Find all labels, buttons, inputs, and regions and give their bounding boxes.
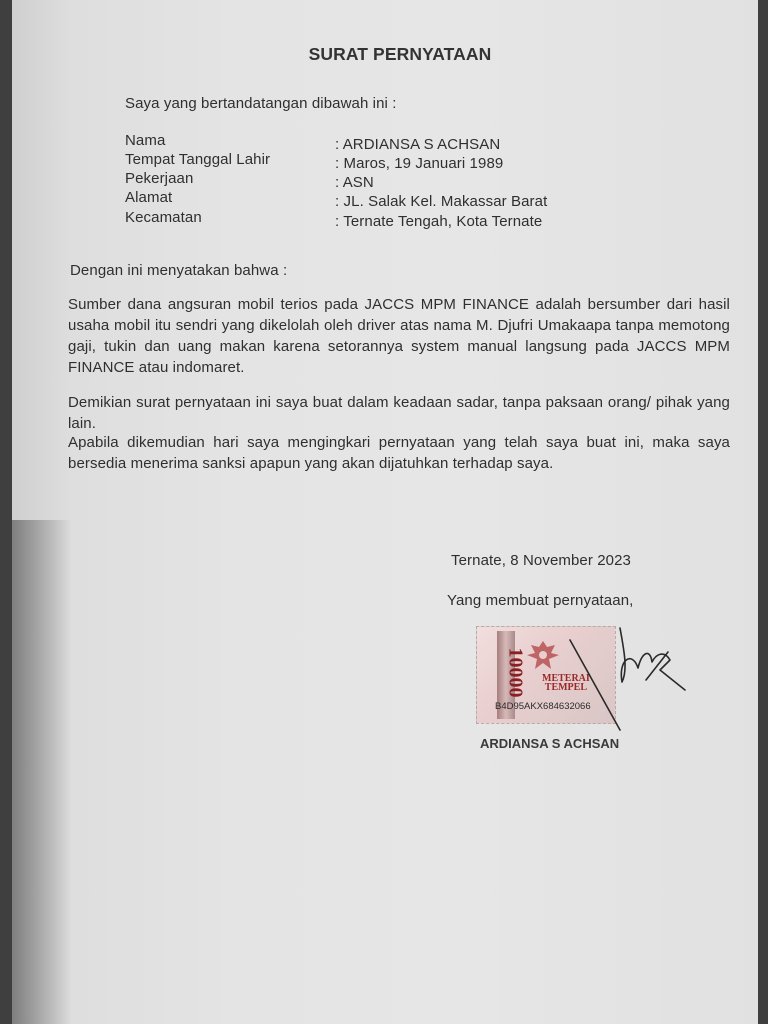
signer-name: ARDIANSA S ACHSAN [480, 736, 620, 751]
place-date: Ternate, 8 November 2023 [451, 552, 632, 569]
statement-body: Sumber dana angsuran mobil terios pada JACCS MPM FINANCE adalah bersumber dari hasil usaha mobil itu sendri yang dikelolah oleh driver atas nama M. Djufri Umakaapa tanpa memotong gaji, tukin dan uang makan karena setorannya system manual langsung pada JACCS MPM FINANCE atau indomaret. [68, 296, 730, 376]
stamp-label-line1: METERAI [542, 673, 590, 684]
stamp-serial: B4D95AKX684632066 [495, 701, 591, 712]
document-title: SURAT PERNYATAAN [308, 44, 492, 64]
garuda-emblem-icon [525, 637, 561, 677]
label-ttl: Tempat Tanggal Lahir [125, 151, 271, 168]
stamp-value: 10000 [504, 647, 527, 698]
value-ttl: : Maros, 19 Januari 1989 [335, 155, 504, 172]
label-kecamatan: Kecamatan [125, 209, 202, 226]
label-pekerjaan: Pekerjaan [125, 170, 194, 187]
paper-shadow [12, 520, 72, 1024]
closing-paragraph-1: Demikian surat pernyataan ini saya buat dalam keadaan sadar, tanpa paksaan orang/ pihak yang lain. [68, 394, 730, 432]
label-nama: Nama [125, 132, 166, 149]
signature-image [560, 610, 700, 740]
intro-text: Saya yang bertandatangan dibawah ini : [125, 95, 397, 112]
statement-intro: Dengan ini menyatakan bahwa : [70, 262, 288, 279]
closing-paragraph-2: Apabila dikemudian hari saya mengingkari pernyataan yang telah saya buat ini, maka saya bersedia menerima sanksi apapun yang akan dijatuhkan terhadap saya. [68, 434, 730, 472]
label-alamat: Alamat [125, 189, 173, 206]
value-pekerjaan: : ASN [335, 174, 374, 191]
stamp-label-line2: TEMPEL [544, 682, 588, 693]
value-nama: : ARDIANSA S ACHSAN [335, 136, 501, 153]
maker-label: Yang membuat pernyataan, [447, 592, 634, 609]
value-kecamatan: : Ternate Tengah, Kota Ternate [335, 213, 543, 230]
paper-sheet [12, 0, 758, 1024]
value-alamat: : JL. Salak Kel. Makassar Barat [335, 193, 548, 210]
